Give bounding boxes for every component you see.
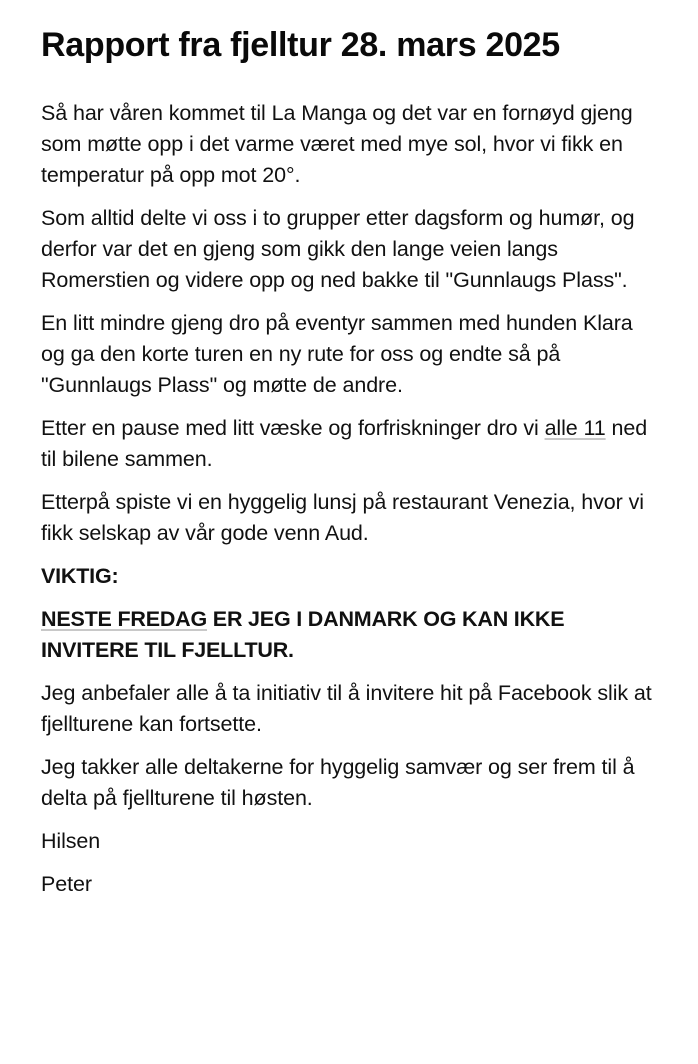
paragraph-pause-text-start: Etter en pause med litt væske og forfriskninger dro vi: [41, 416, 545, 440]
important-notice: [41, 604, 658, 666]
document-title: Rapport fra fjelltur 28. mars 2025: [41, 26, 560, 64]
detected-link-alle-11[interactable]: alle 11: [544, 416, 606, 440]
detected-link-neste-fredag[interactable]: NESTE FREDAG: [41, 607, 208, 631]
important-notice-text: ER JEG I DANMARK OG KAN IKKE INVITERE TIL FJELLTUR.: [41, 607, 565, 662]
signature: Peter: [41, 872, 92, 896]
greeting: Hilsen: [41, 829, 101, 853]
paragraph-recommendation: Jeg anbefaler alle å ta initiativ til å invitere hit på Facebook slik at fjellturene kan fortsette.: [41, 681, 652, 736]
paragraph-pause-text-end: ned til bilene sammen.: [41, 416, 648, 471]
paragraph-intro: Så har våren kommet til La Manga og det var en fornøyd gjeng som møtte opp i det varme været med mye sol, hvor vi fikk en temperatur på opp mot 20°.: [41, 101, 633, 187]
paragraph-thanks: Jeg takker alle deltakerne for hyggelig samvær og ser frem til å delta på fjellturene til høsten.: [41, 755, 635, 810]
paragraph-small-group: En litt mindre gjeng dro på eventyr sammen med hunden Klara og ga den korte turen en ny rute for oss og endte så på "Gunnlaugs Plass" og møtte de andre.: [41, 311, 633, 397]
paragraph-groups: Som alltid delte vi oss i to grupper etter dagsform og humør, og derfor var det en gjeng som gikk den lange veien langs Romerstien og videre opp og ned bakke til "Gunnlaugs Plass".: [41, 206, 635, 292]
important-label: VIKTIG:: [41, 564, 119, 588]
paragraph-pause: [41, 413, 658, 475]
paragraph-lunch: Etterpå spiste vi en hyggelig lunsj på restaurant Venezia, hvor vi fikk selskap av vår gode venn Aud.: [41, 490, 644, 545]
